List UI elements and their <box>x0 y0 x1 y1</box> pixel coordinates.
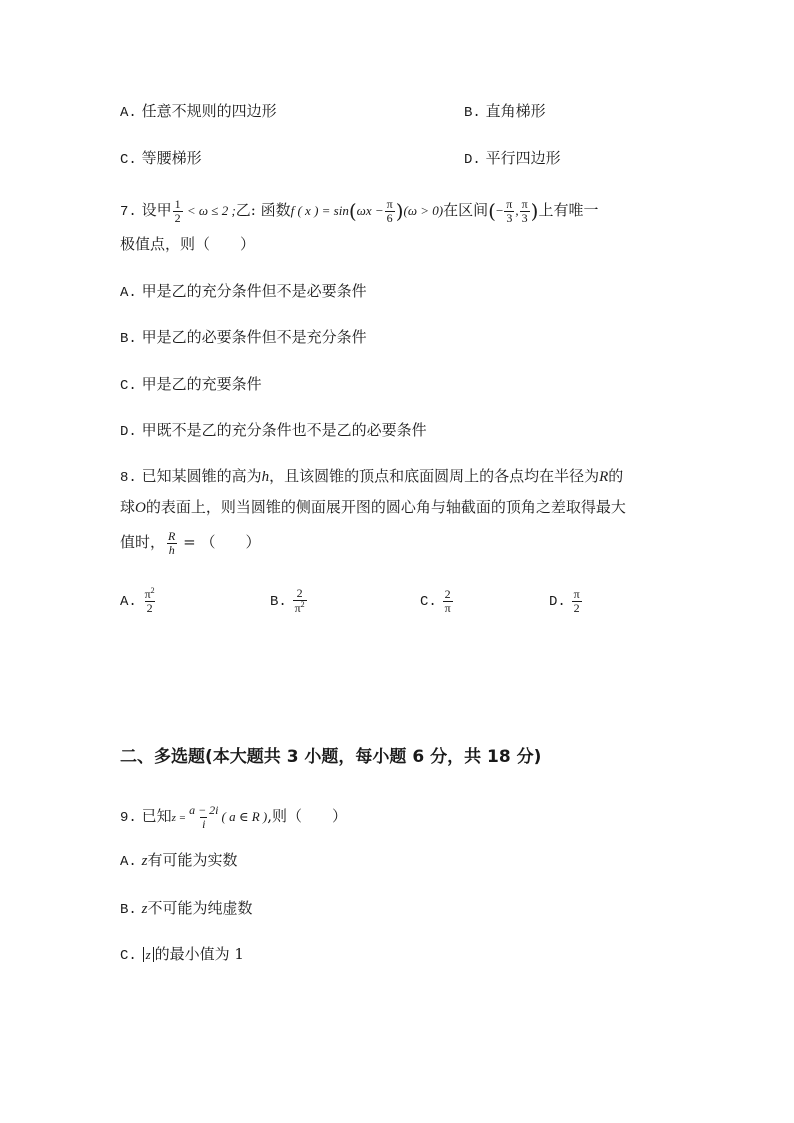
option-text: 直角梯形 <box>485 102 546 120</box>
condition-omega: < ω ≤ 2 ; <box>183 203 236 218</box>
comma: , <box>515 203 519 218</box>
q7-option-c <box>120 377 262 393</box>
q9-option-a <box>120 853 237 869</box>
q8-text: 的 <box>608 467 624 485</box>
option-text: 甲是乙的充要条件 <box>141 375 262 393</box>
q7-stem-line2: 极值点，则（ ） <box>120 235 256 253</box>
option-text: 任意不规则的四边形 <box>141 102 277 120</box>
q6-option-a <box>120 104 277 120</box>
option-label: D. <box>120 424 137 440</box>
q8-text: 已知某圆锥的高为 <box>141 467 262 485</box>
q8-stem-line3 <box>120 528 260 556</box>
fraction-pi-over-2: $\frac{\pi}{2}$ <box>573 586 580 615</box>
option-label: B. <box>464 105 481 121</box>
option-label: A. <box>120 105 137 121</box>
q7-stem-line1 <box>120 196 599 226</box>
q8-option-c <box>420 586 454 616</box>
option-label: C. <box>420 594 437 610</box>
q7-option-a <box>120 284 367 300</box>
q9-stem <box>120 802 347 832</box>
var-o: O <box>135 500 146 516</box>
q7-option-b <box>120 330 367 346</box>
q8-option-d <box>549 586 583 616</box>
option-label: A. <box>120 594 137 610</box>
q7-text: 上有唯一 <box>538 201 599 219</box>
q6-option-c <box>120 151 202 167</box>
option-text: 平行四边形 <box>485 149 561 167</box>
paren-close: ) <box>395 199 404 223</box>
q6-option-b <box>464 104 546 120</box>
option-label: D. <box>464 152 481 168</box>
q9-text: ,则（ ） <box>267 807 348 825</box>
q8-stem-line2 <box>120 500 626 516</box>
fraction-2-over-pi-sq: $\frac{2}{\pi^2}$ <box>294 586 305 615</box>
abs-z: z <box>143 947 154 962</box>
q8-option-b <box>270 586 308 616</box>
option-label: C. <box>120 152 137 168</box>
var-z: z <box>141 901 148 917</box>
q9-option-b <box>120 901 252 917</box>
option-label: B. <box>120 331 137 347</box>
option-text: 甲是乙的必要条件但不是充分条件 <box>141 328 367 346</box>
q8-text: 的表面上，则当圆锥的侧面展开图的圆心角与轴截面的顶角之差取得最大 <box>145 498 626 516</box>
q6-option-d <box>464 151 561 167</box>
q8-option-a <box>120 586 158 616</box>
q9-text: 已知 <box>141 807 172 825</box>
z-equals: z = <box>171 812 187 824</box>
q8-text: ，且该圆锥的顶点和底面圆周上的各点均在半径为 <box>269 467 600 485</box>
option-text: 甲既不是乙的充分条件也不是乙的必要条件 <box>141 421 427 439</box>
option-text: 有可能为实数 <box>147 851 238 869</box>
option-label: A. <box>120 285 137 301</box>
q7-text: 设甲 <box>141 201 172 219</box>
function-lhs: f ( x ) = sin <box>290 203 349 218</box>
option-label: B. <box>270 594 287 610</box>
option-label: C. <box>120 948 137 964</box>
fraction-z-expression: $\frac{a - 2i}{i}$ <box>189 802 219 831</box>
option-text: 的最小值为 1 <box>154 945 244 963</box>
paren-close: ) <box>530 199 539 223</box>
fraction-pi-3: $\frac{\pi}{3}$ <box>506 196 513 225</box>
paren-open: ( <box>348 199 357 223</box>
minus-sign: − <box>495 203 504 218</box>
option-text: 甲是乙的充分条件但不是必要条件 <box>141 282 367 300</box>
option-label: D. <box>549 594 566 610</box>
option-text: 不可能为纯虚数 <box>147 899 253 917</box>
var-z: z <box>141 853 148 869</box>
question-number: 7. <box>120 204 137 220</box>
a-in-reals: ( a ∈ R ) <box>221 809 268 824</box>
option-text: 等腰梯形 <box>141 149 202 167</box>
option-label: B. <box>120 902 137 918</box>
fraction-pi-sq-over-2: $\frac{\pi^2}{2}$ <box>144 586 155 615</box>
q8-text: = （ ） <box>178 533 261 551</box>
fraction-pi-3: $\frac{\pi}{3}$ <box>521 196 528 225</box>
paren-open: ( <box>488 199 496 223</box>
option-label: C. <box>120 378 137 394</box>
omega-condition: (ω > 0) <box>403 203 444 218</box>
question-number: 8. <box>120 470 137 486</box>
section-heading: 二、多选题(本大题共 3 小题，每小题 6 分，共 18 分) <box>120 747 542 767</box>
fraction-half: $\frac{1}{2}$ <box>174 196 181 225</box>
option-label: A. <box>120 854 137 870</box>
var-r: R <box>599 469 609 485</box>
var-h: h <box>261 469 270 485</box>
q9-option-c <box>120 947 244 963</box>
function-arg: ωx − <box>356 203 384 218</box>
q7-text: 在区间 <box>443 201 489 219</box>
q7-text: 乙: 函数 <box>235 201 291 219</box>
q8-text: 球 <box>120 498 136 516</box>
q8-text: 值时， <box>120 533 166 551</box>
q7-option-d <box>120 423 427 439</box>
fraction-2-over-pi: $\frac{2}{\pi}$ <box>444 586 451 615</box>
q8-stem-line1 <box>120 469 623 485</box>
fraction-r-over-h: $\frac{R}{h}$ <box>168 528 176 557</box>
fraction-pi-6: $\frac{\pi}{6}$ <box>386 196 393 225</box>
question-number: 9. <box>120 810 137 826</box>
